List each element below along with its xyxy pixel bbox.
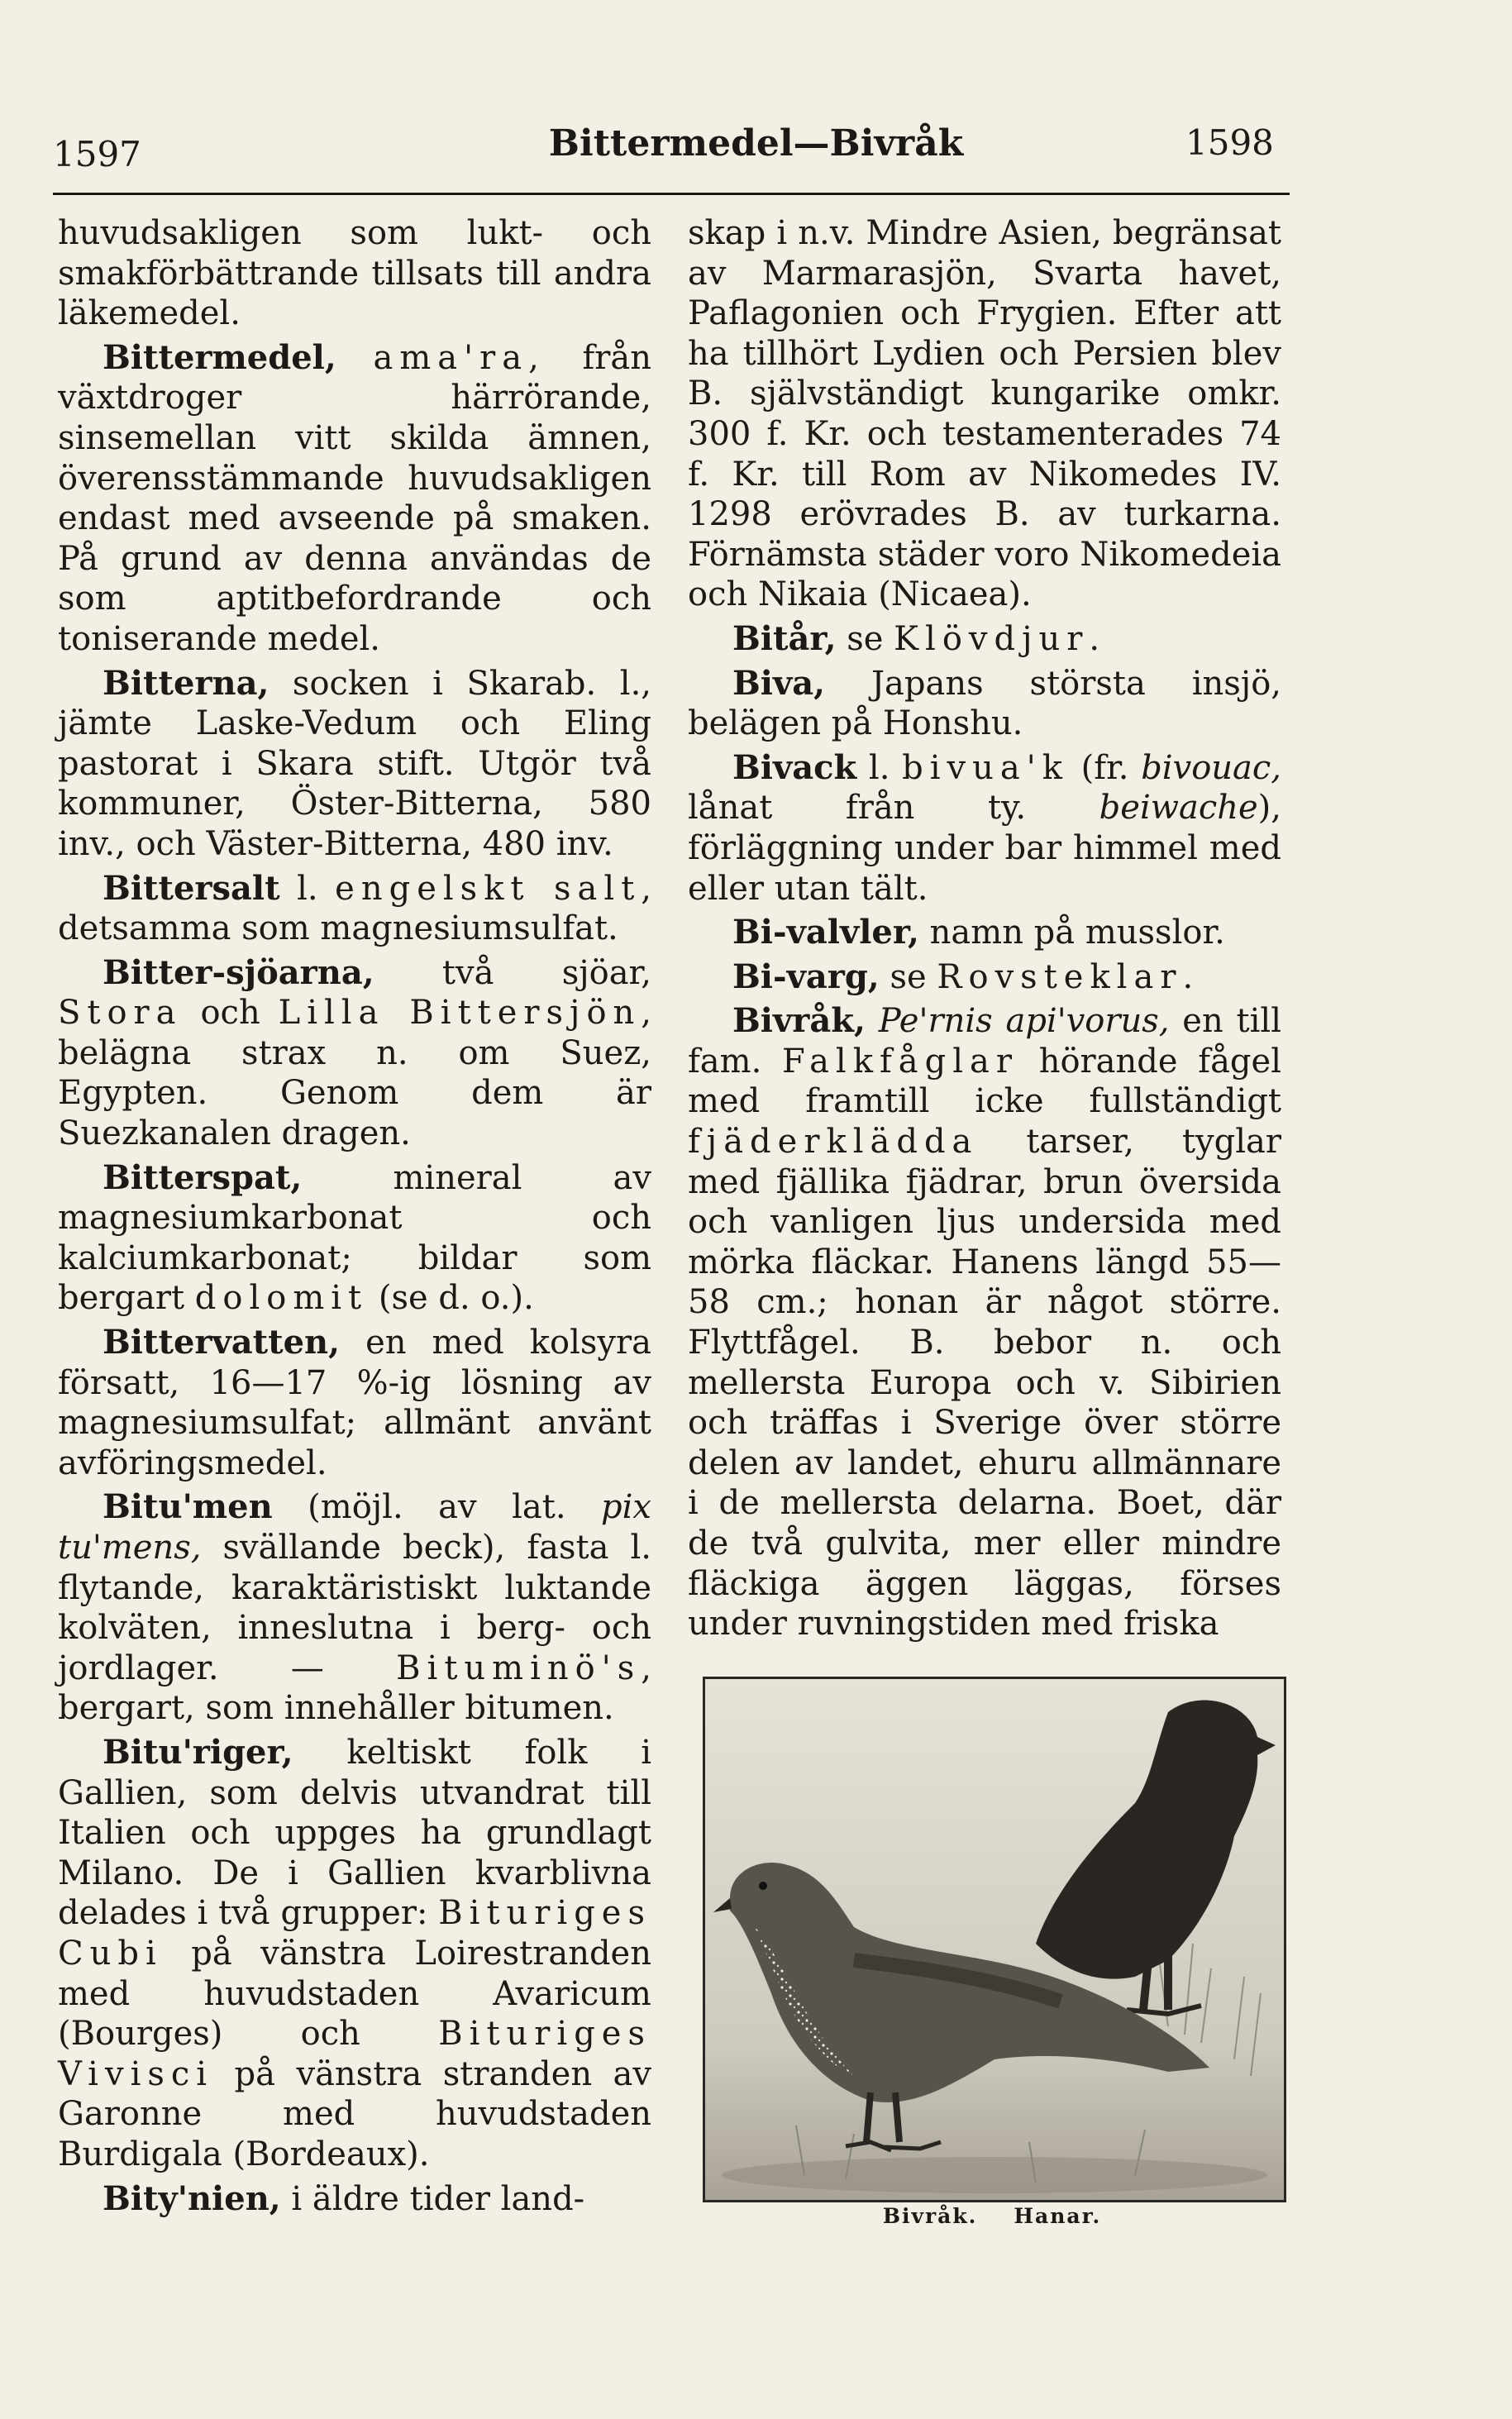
headword: Bivack	[732, 747, 857, 787]
headword: Bitterna,	[103, 663, 269, 703]
entry-bivrak: Bivråk, Pe'rnis api'vorus, en till fam. Falkfåglar hörande fågel med framtill icke fullständigt fjäderklädda tarser, tyglar med fjällika fjädrar, brun översida och vanligen ljus undersida med mörka fläckar. Hanens längd 55—58 cm.; honan är något större. Flyttfågel. B. bebor n. och mellersta Europa och v. Sibirien och träffas i Sverige över större delen av landet, ehuru allmännare i de mellersta delarna. Boet, där de två gulvita, mer eller mindre fläckiga äggen läggas, förses under ruvningstiden med friska	[688, 1001, 1281, 1644]
page-number-left: 1597	[53, 134, 141, 174]
header-rule	[53, 193, 1290, 195]
headword: Biva,	[732, 663, 826, 703]
entry-bitynien: Bity'nien, i äldre tider land-	[103, 2178, 585, 2218]
honey-buzzard-illustration	[703, 1677, 1286, 2202]
entry-bittersalt: Bittersalt l. engelskt salt, detsamma som magnesiumsulfat.	[58, 868, 651, 948]
running-title: Bittermedel—Bivråk	[548, 122, 964, 165]
entry-bittermedel: Bittermedel, ama'ra, från växtdroger härrörande, sinsemellan vitt skilda ämnen, överensstämmande huvudsakligen endast med avseende på smaken. På grund av denna användas de som aptitbefordrande och toniserande medel.	[58, 337, 652, 658]
headword: Bittersalt	[103, 868, 280, 908]
headword: Bi-valvler,	[732, 913, 919, 952]
entry-bitar: Bitår, se Klövdjur.	[732, 618, 1100, 658]
headword: Bitu'riger,	[103, 1732, 293, 1772]
entry-bi-varg: Bi-varg, se Rovsteklar.	[732, 957, 1194, 996]
figure-caption: Bivråk. Hanar.	[882, 2204, 1102, 2228]
entry-bitterna: Bitterna, socken i Skarab. l., jämte Laske-Vedum och Eling pastorat i Skara stift. Utgör två kommuner, Öster-Bitterna, 580 inv., och Väster-Bitterna, 480 inv.	[58, 663, 651, 863]
page-number-right: 1598	[1185, 122, 1274, 163]
entry-bitter-sjoarna: Bitter-sjöarna, två sjöar, Stora och Lilla Bittersjön, belägna strax n. om Suez, Egypten. Genom dem är Suezkanalen dragen.	[58, 952, 651, 1153]
headword: Bittervatten,	[103, 1323, 341, 1362]
headword: Bitu'men	[103, 1487, 273, 1527]
right-column	[688, 213, 1281, 1644]
entry-bivack: Bivack l. bivua'k (fr. bivouac, lånat från ty. beiwache), förläggning under bar himmel med eller utan tält.	[688, 747, 1282, 908]
entry-bi-valvler: Bi-valvler, namn på musslor.	[732, 913, 1225, 952]
entry-continuation: huvudsakligen som lukt- och smakförbättrande tillsats till andra läkemedel.	[58, 214, 651, 333]
headword: Bittermedel,	[103, 337, 336, 377]
entry-biva: Biva, Japans största insjö, belägen på Honshu.	[688, 663, 1281, 743]
entry-continuation: skap i n.v. Mindre Asien, begränsat av Marmarasjön, Svarta havet, Paflagonien och Frygien. Efter att ha tillhört Lydien och Persien blev B. självständigt kungarike omkr. 300 f. Kr. och testamenterades 74 f. Kr. till Rom av Nikomedes IV. 1298 erövrades B. av turkarna. Förnämsta städer voro Nikomedeia och Nikaia (Nicaea).	[688, 214, 1281, 614]
headword: Bivråk,	[732, 1001, 866, 1041]
entry-bitterspat: Bitterspat, mineral av magnesiumkarbonat och kalciumkarbonat; bildar som bergart dolomit (se d. o.).	[58, 1157, 651, 1318]
bird-drawing	[705, 1679, 1284, 2200]
entry-bittervatten: Bittervatten, en med kolsyra försatt, 16—17 %-ig lösning av magnesiumsulfat; allmänt använt avföringsmedel.	[58, 1323, 651, 1482]
headword: Bitterspat,	[103, 1157, 303, 1197]
entry-bitumen: Bitu'men (möjl. av lat. pix tu'mens, svällande beck), fasta l. flytande, karaktäristiskt luktande kolväten, inneslutna i berg- och jordlager. — Bituminö's, bergart, som innehåller bitumen.	[58, 1487, 651, 1728]
headword: Bity'nien,	[103, 2178, 281, 2218]
left-column	[58, 213, 651, 2219]
entry-bituriger: Bitu'riger, keltiskt folk i Gallien, som delvis utvandrat till Italien och uppges ha grundlagt Milano. De i Gallien kvarblivna delades i två grupper: Bituriges Cubi på vänstra Loirestranden med huvudstaden Avaricum (Bourges) och Bituriges Vivisci på vänstra stranden av Garonne med huvudstaden Burdigala (Bordeaux).	[58, 1732, 651, 2173]
headword: Bitår,	[732, 618, 837, 658]
headword: Bi-varg,	[732, 957, 880, 996]
headword: Bitter-sjöarna,	[103, 952, 374, 992]
